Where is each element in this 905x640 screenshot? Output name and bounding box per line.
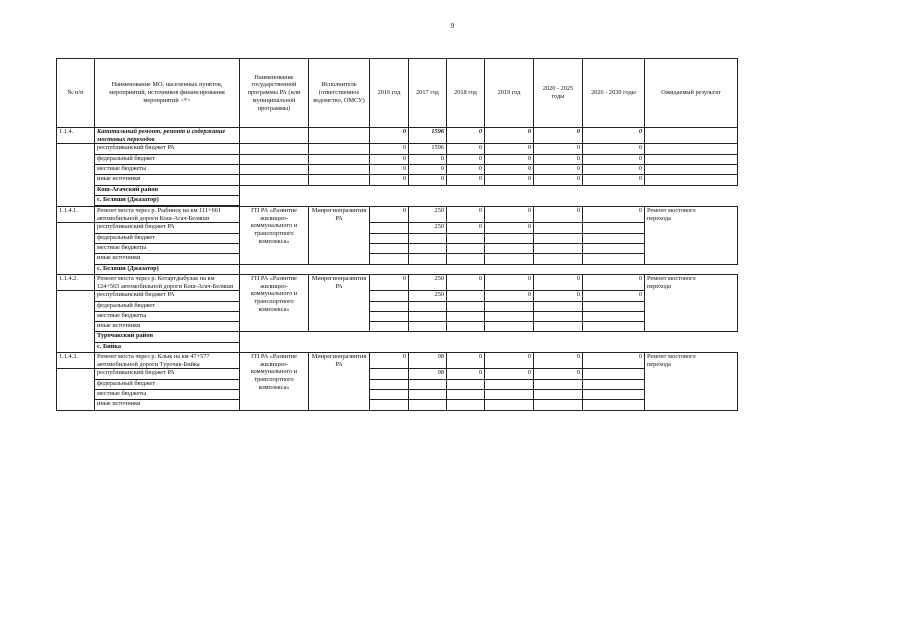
- village-row: [57, 264, 738, 274]
- source-label: иные источники: [95, 400, 240, 410]
- result-cell: Ремонт мостового перехода: [645, 207, 738, 265]
- page-number: 9: [450, 22, 455, 30]
- section-num: 1.1.4.: [57, 128, 95, 144]
- source-label: федеральный бюджет: [95, 233, 240, 243]
- item-title: Ремонт моста через р. Котартдыбулак на км 124+565 автомобильной дороги Кош-Агач-Беляши: [95, 274, 240, 290]
- value-cell: 0: [583, 353, 645, 369]
- value-cell: 0: [534, 164, 583, 174]
- header-2017: 2017 год: [409, 59, 447, 128]
- executor-cell: Минрегионразвития РА: [309, 207, 370, 265]
- value-cell: 0: [534, 144, 583, 154]
- value-cell: 0: [534, 154, 583, 164]
- value-cell: 0: [447, 154, 485, 164]
- source-label: республиканский бюджет РА: [95, 291, 240, 301]
- value-cell: 0: [370, 175, 409, 185]
- district-row: [57, 332, 738, 342]
- item-row: [57, 353, 738, 369]
- header-2016: 2016 год: [370, 59, 409, 128]
- value-cell: 0: [447, 175, 485, 185]
- source-label: иные источники: [95, 254, 240, 264]
- source-row: [57, 254, 738, 264]
- section-title: Капитальный ремонт, ремонт и содержание мостовых переходов: [95, 128, 240, 144]
- value-cell: 0: [409, 164, 447, 174]
- source-label: иные источники: [95, 322, 240, 332]
- header-2018: 2018 год: [447, 59, 485, 128]
- value-cell: 0: [583, 144, 645, 154]
- result-cell: Ремонт мостового перехода: [645, 353, 738, 411]
- header-2020-2025: 2020 - 2025 годы: [534, 59, 583, 128]
- source-label: федеральный бюджет: [95, 301, 240, 311]
- header-executor: Исполнитель (ответственное ведомство, ОМСУ): [309, 59, 370, 128]
- value-cell: 0: [534, 207, 583, 223]
- value-cell: 0: [485, 353, 534, 369]
- item-title: Ремонт моста через р. Клык на км 47+577 автомобильной дороги Турочак-Бийка: [95, 353, 240, 369]
- value-cell: 0: [447, 353, 485, 369]
- source-label: республиканский бюджет РА: [95, 223, 240, 233]
- source-row: [57, 400, 738, 410]
- result-cell: Ремонт мостового перехода: [645, 274, 738, 332]
- value-cell: 0: [447, 144, 485, 154]
- source-label: местные бюджеты: [95, 164, 240, 174]
- source-label: федеральный бюджет: [95, 379, 240, 389]
- source-row: [57, 301, 738, 311]
- value-cell: 0: [485, 144, 534, 154]
- value-cell: 0: [534, 274, 583, 290]
- village-row: [57, 342, 738, 352]
- village-label: с. Беляши (Джазатор): [95, 264, 240, 274]
- value-cell: [370, 223, 409, 233]
- source-label: местные бюджеты: [95, 244, 240, 254]
- source-row: [57, 244, 738, 254]
- source-row: [57, 144, 738, 154]
- value-cell: 0: [534, 175, 583, 185]
- value-cell: 250: [409, 223, 447, 233]
- source-row: [57, 311, 738, 321]
- header-2026-2030: 2026 - 2030 годы: [583, 59, 645, 128]
- executor-cell: Минрегионразвития РА: [309, 274, 370, 332]
- item-num: 1.1.4.2.: [57, 274, 95, 290]
- value-cell: 0: [485, 128, 534, 144]
- value-cell: 0: [447, 164, 485, 174]
- header-row: [57, 59, 738, 128]
- value-cell: 0: [534, 353, 583, 369]
- item-row: [57, 207, 738, 223]
- source-row: [57, 175, 738, 185]
- value-cell: 98: [409, 353, 447, 369]
- source-row: [57, 154, 738, 164]
- value-cell: [370, 291, 409, 301]
- value-cell: 0: [370, 353, 409, 369]
- value-cell: 0: [447, 223, 485, 233]
- value-cell: 0: [485, 274, 534, 290]
- value-cell: 0: [583, 175, 645, 185]
- section-row: [57, 128, 738, 144]
- value-cell: 0: [485, 207, 534, 223]
- value-cell: 0: [534, 369, 583, 379]
- value-cell: 0: [485, 223, 534, 233]
- source-row: [57, 322, 738, 332]
- value-cell: 0: [409, 175, 447, 185]
- value-cell: 0: [370, 207, 409, 223]
- value-cell: 0: [583, 207, 645, 223]
- source-row: [57, 379, 738, 389]
- value-cell: 98: [409, 369, 447, 379]
- item-row: [57, 274, 738, 290]
- header-num: № п/п: [57, 59, 95, 128]
- value-cell: 0: [485, 175, 534, 185]
- header-name: Наименование МО, населенных пунктов, мероприятий, источников финансирования мероприятий <*>: [95, 59, 240, 128]
- value-cell: 0: [534, 128, 583, 144]
- value-cell: 1596: [409, 144, 447, 154]
- source-row: [57, 390, 738, 400]
- value-cell: 0: [409, 154, 447, 164]
- executor-cell: Минрегионразвития РА: [309, 353, 370, 411]
- district-label: Кош-Агачский район: [95, 185, 240, 195]
- value-cell: 0: [370, 128, 409, 144]
- village-row: [57, 195, 738, 205]
- value-cell: 0: [370, 274, 409, 290]
- header-program: Наименование государственной программы РА (или муниципальной программы): [240, 59, 309, 128]
- header-2019: 2019 год: [485, 59, 534, 128]
- value-cell: 0: [447, 128, 485, 144]
- value-cell: [583, 369, 645, 379]
- value-cell: 250: [409, 274, 447, 290]
- value-cell: 0: [370, 144, 409, 154]
- value-cell: [534, 223, 583, 233]
- value-cell: [447, 291, 485, 301]
- value-cell: 250: [409, 291, 447, 301]
- value-cell: 0: [447, 274, 485, 290]
- district-label: Турочакский район: [95, 332, 240, 342]
- item-num: 1.1.4.1.: [57, 207, 95, 223]
- value-cell: 0: [583, 274, 645, 290]
- source-label: республиканский бюджет РА: [95, 369, 240, 379]
- source-label: республиканский бюджет РА: [95, 144, 240, 154]
- village-label: с. Беляши (Джазатор): [95, 195, 240, 205]
- value-cell: 250: [409, 207, 447, 223]
- value-cell: 0: [485, 369, 534, 379]
- item-num: 1.1.4.3.: [57, 353, 95, 369]
- value-cell: 0: [583, 154, 645, 164]
- source-label: федеральный бюджет: [95, 154, 240, 164]
- source-label: иные источники: [95, 175, 240, 185]
- source-label: местные бюджеты: [95, 311, 240, 321]
- source-row: [57, 164, 738, 174]
- value-cell: 0: [583, 291, 645, 301]
- value-cell: 0: [447, 369, 485, 379]
- value-cell: 0: [534, 291, 583, 301]
- district-row: [57, 185, 738, 195]
- source-row: [57, 223, 738, 233]
- source-row: [57, 369, 738, 379]
- financing-table: [56, 58, 738, 411]
- value-cell: 0: [370, 164, 409, 174]
- value-cell: [370, 369, 409, 379]
- value-cell: 0: [370, 154, 409, 164]
- village-label: с. Бийка: [95, 342, 240, 352]
- value-cell: [583, 223, 645, 233]
- source-row: [57, 291, 738, 301]
- value-cell: 0: [485, 154, 534, 164]
- source-label: местные бюджеты: [95, 390, 240, 400]
- value-cell: 0: [485, 291, 534, 301]
- value-cell: 0: [583, 128, 645, 144]
- item-title: Ремонт моста через р. Рыбинск на км 111+661 автомобильной дороги Кош-Агач-Беляши: [95, 207, 240, 223]
- value-cell: 0: [583, 164, 645, 174]
- value-cell: 0: [447, 207, 485, 223]
- value-cell: 0: [485, 164, 534, 174]
- header-result: Ожидаемый результат: [645, 59, 738, 128]
- source-row: [57, 233, 738, 243]
- value-cell: 1596: [409, 128, 447, 144]
- program-cell: ГП РА «Развитие жилищно-коммунального и транспортного комплекса»: [240, 274, 309, 332]
- program-cell: ГП РА «Развитие жилищно-коммунального и транспортного комплекса»: [240, 353, 309, 411]
- program-cell: ГП РА «Развитие жилищно-коммунального и транспортного комплекса»: [240, 207, 309, 265]
